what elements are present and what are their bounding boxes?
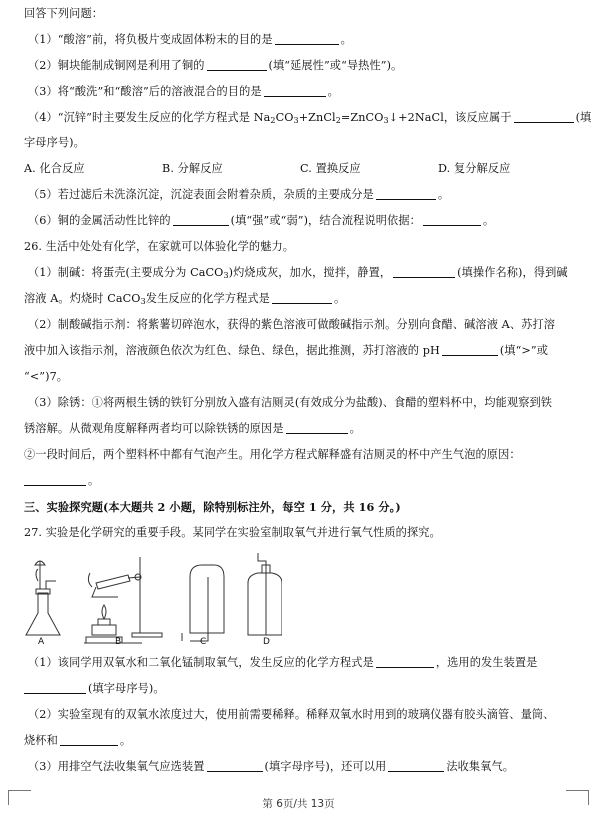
answer-blank[interactable] bbox=[272, 292, 332, 304]
question-27-1-cont: (填字母序号)。 bbox=[24, 681, 576, 697]
question-26-3-part2-cont: 。 bbox=[24, 473, 576, 489]
answer-blank[interactable] bbox=[264, 85, 326, 97]
answer-blank[interactable] bbox=[24, 474, 86, 486]
question-26-3-cont: 锈溶解。从微观角度解释两者均可以除铁锈的原因是 。 bbox=[24, 422, 361, 435]
intro-line: 回答下列问题： bbox=[24, 7, 104, 20]
question-27-2: （2）实验室现有的双氧水浓度过大，使用前需要稀释。稀释双氧水时用到的玻璃仪器有胶头滴管、量筒、 bbox=[28, 708, 555, 721]
answer-blank[interactable] bbox=[207, 760, 263, 772]
question-26-3-part2: ②一段时间后，两个塑料杯中都有气泡产生。用化学方程式解释盛有洁厕灵的杯中产生气泡的原因： bbox=[24, 448, 521, 461]
answer-blank[interactable] bbox=[207, 59, 267, 71]
question-26-3: （3）除锈：①将两根生锈的铁钉分别放入盛有洁厕灵(有效成分为盐酸)、食醋的塑料杯中，均能观察到铁 bbox=[28, 396, 553, 409]
page-number: 第 6页/共 13页 bbox=[262, 798, 335, 810]
question-27-3: （3）用排空气法收集氧气应选装置 (填字母序号)，还可以用 法收集氧气。 bbox=[28, 760, 515, 773]
answer-blank[interactable] bbox=[275, 33, 339, 45]
figure-label-c: C bbox=[200, 637, 207, 647]
question-2: （2）铜块能制成铜网是利用了铜的 (填“延展性”或“导热性”)。 bbox=[28, 59, 403, 72]
question-4-cont: 字母序号)。 bbox=[24, 136, 85, 149]
answer-blank[interactable] bbox=[376, 188, 436, 200]
question-6: （6）铜的金属活动性比锌的 (填“强”或“弱”)，结合流程说明依据： 。 bbox=[28, 214, 495, 227]
answer-blank[interactable] bbox=[60, 734, 118, 746]
answer-blank[interactable] bbox=[286, 422, 348, 434]
option-c[interactable]: C. 置换反应 bbox=[300, 162, 361, 175]
figure-label-a: A bbox=[38, 637, 45, 647]
question-26-2: （2）制酸碱指示剂：将紫薯切碎泡水，获得的紫色溶液可做酸碱指示剂。分别向食醋、碱溶液 A、苏打溶 bbox=[28, 318, 555, 331]
question-5: （5）若过滤后未洗涤沉淀，沉淀表面会附着杂质，杂质的主要成分是 。 bbox=[28, 188, 450, 201]
question-26-2-cont: 液中加入该指示剂，溶液颜色依次为红色、绿色、绿色，据此推测，苏打溶液的 pH (填“>”或 bbox=[24, 344, 548, 357]
lab-apparatus-figure bbox=[22, 553, 282, 653]
question-3: （3）将“酸洗”和“酸溶”后的溶液混合的目的是 。 bbox=[28, 85, 339, 98]
option-a[interactable]: A. 化合反应 bbox=[24, 162, 85, 175]
figure-label-d: D bbox=[263, 637, 270, 647]
question-27-title: 27. 实验是化学研究的重要手段。某同学在实验室制取氧气并进行氧气性质的探究。 bbox=[24, 526, 441, 539]
apparatus-d-bottle-icon bbox=[248, 553, 282, 635]
option-b[interactable]: B. 分解反应 bbox=[162, 162, 223, 175]
apparatus-b-heater-icon bbox=[84, 557, 162, 643]
figure-label-b: B bbox=[115, 637, 122, 647]
question-27-2-cont: 烧杯和 。 bbox=[24, 734, 132, 747]
answer-blank[interactable] bbox=[423, 214, 481, 226]
question-1: （1）“酸溶”前，将负极片变成固体粉末的目的是 。 bbox=[28, 33, 352, 46]
options-row bbox=[24, 161, 576, 177]
answer-blank[interactable] bbox=[514, 111, 574, 123]
answer-blank[interactable] bbox=[393, 266, 455, 278]
answer-blank[interactable] bbox=[442, 344, 498, 356]
answer-blank[interactable] bbox=[376, 656, 434, 668]
question-26-2-cont2: “<”)7。 bbox=[24, 370, 69, 383]
question-4: （4）“沉锌”时主要发生反应的化学方程式是 $Na_2CO_3+ZnCl_2=ZnCO_3↓+2NaCl$，该反应属于 (填 bbox=[28, 111, 592, 125]
question-27-1: （1）该同学用双氧水和二氧化锰制取氧气，发生反应的化学方程式是 ，选用的发生装置是 bbox=[28, 656, 538, 669]
option-d[interactable]: D. 复分解反应 bbox=[438, 162, 511, 175]
apparatus-a-flask-icon bbox=[26, 561, 60, 635]
question-26-title: 26. 生活中处处有化学，在家就可以体验化学的魅力。 bbox=[24, 240, 295, 253]
answer-blank[interactable] bbox=[173, 214, 229, 226]
apparatus-c-bottle-icon bbox=[182, 565, 224, 641]
answer-blank[interactable] bbox=[24, 682, 86, 694]
question-26-1: （1）制碱：将蛋壳(主要成分为 CaCO$_3$)灼烧成灰，加水，搅拌，静置， (填操作名称)，得到碱 bbox=[28, 266, 568, 280]
answer-blank[interactable] bbox=[388, 760, 444, 772]
question-26-1-cont: 溶液 A。灼烧时 CaCO$_3$发生反应的化学方程式是 。 bbox=[24, 292, 346, 306]
section-3-title: 三、实验探究题(本大题共 2 小题，除特别标注外，每空 1 分，共 16 分。) bbox=[24, 500, 401, 514]
